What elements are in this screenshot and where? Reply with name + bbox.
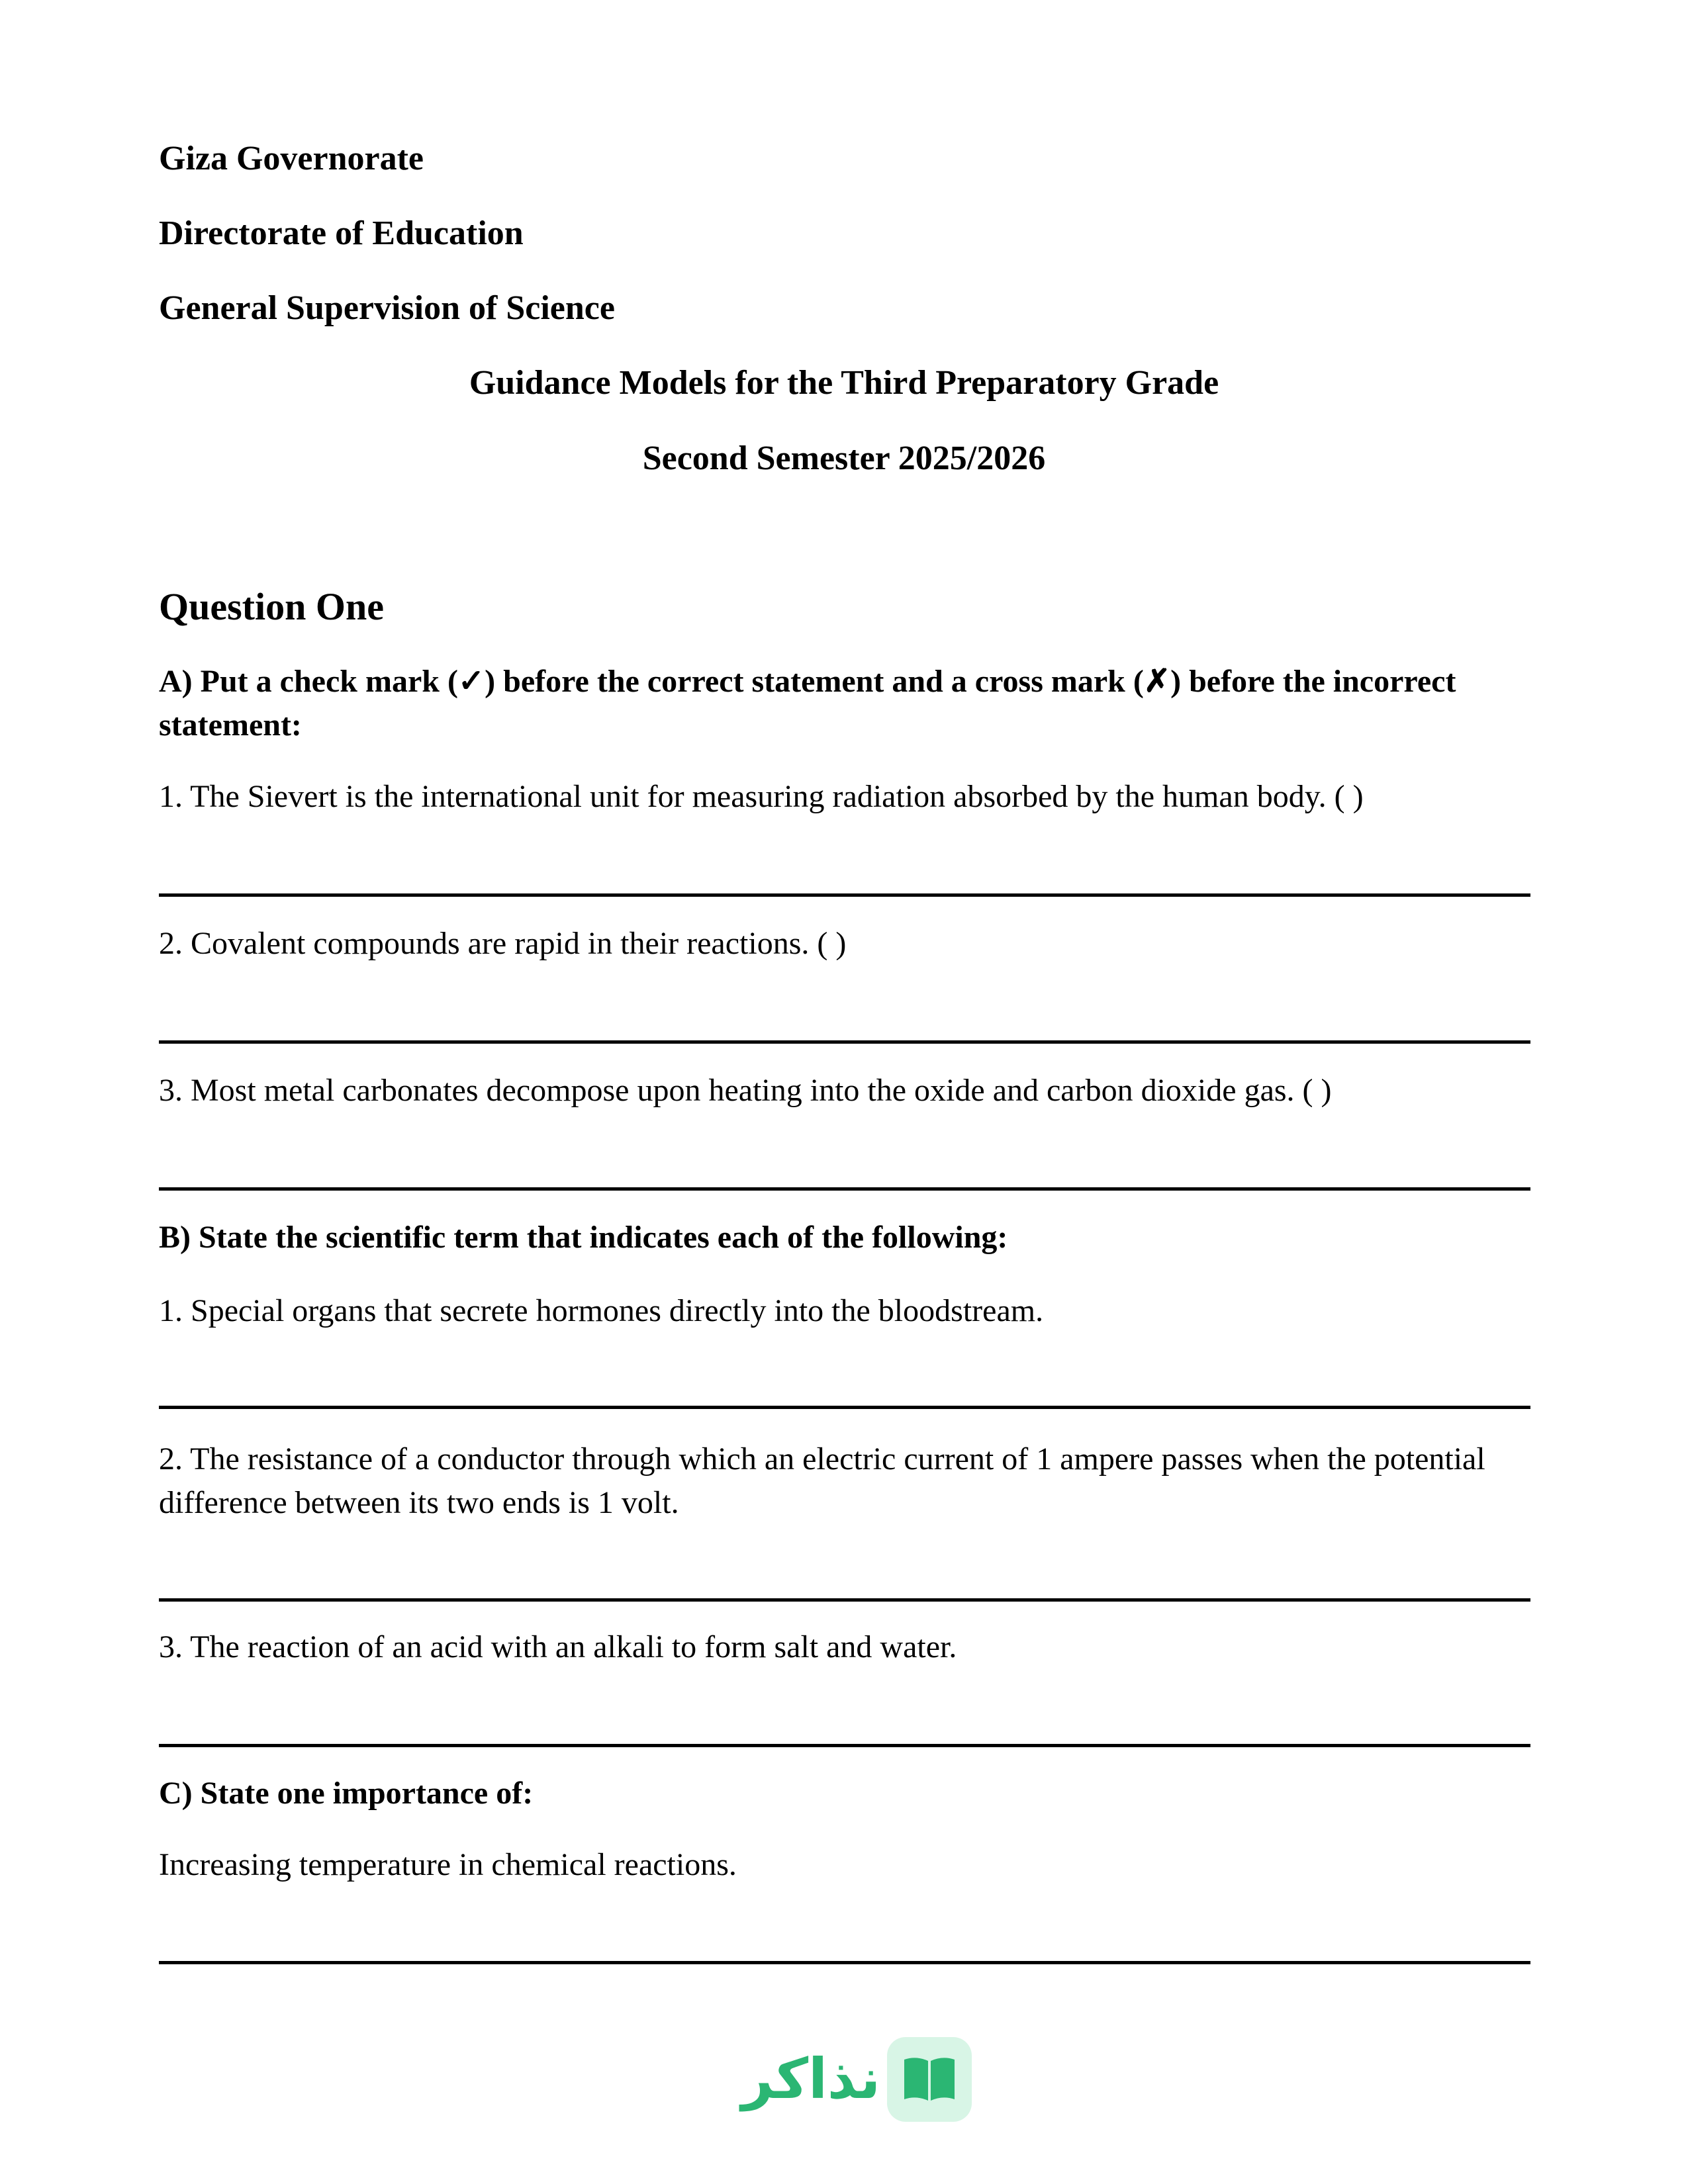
answer-line-b2[interactable] [159,1598,1530,1602]
document-title: Guidance Models for the Third Preparatory Grade [469,364,1219,402]
part-a-instruction: A) Put a check mark (✓) before the correct statement and a cross mark (✗) before the incorrect statement: [159,664,1456,743]
footer-logo [741,2037,973,2123]
answer-line-b1[interactable] [159,1406,1530,1409]
answer-line-c1[interactable] [159,1961,1530,1964]
question-one-title: Question One [159,585,384,628]
supervision-label: General Supervision of Science [159,289,615,327]
part-b-item-3: 3. The reaction of an acid with an alkali to form salt and water. [159,1629,957,1664]
answer-line-a2[interactable] [159,1040,1530,1044]
part-a-item-2: 2. Covalent compounds are rapid in their reactions. ( ) [159,926,847,961]
answer-line-b3[interactable] [159,1744,1530,1747]
part-a-item-3: 3. Most metal carbonates decompose upon heating into the oxide and carbon dioxide gas. ( ) [159,1073,1332,1108]
part-c-item-1: Increasing temperature in chemical reactions. [159,1847,737,1882]
governorate-label: Giza Governorate [159,140,424,177]
semester-label: Second Semester 2025/2026 [642,439,1046,477]
directorate-label: Directorate of Education [159,214,524,252]
logo-badge [887,2037,972,2122]
answer-line-a1[interactable] [159,893,1530,897]
open-book-icon [902,2054,957,2105]
logo-wordmark: نذاكر [741,2046,880,2111]
part-b-item-1: 1. Special organs that secrete hormones directly into the bloodstream. [159,1293,1044,1328]
part-a-item-1: 1. The Sievert is the international unit for measuring radiation absorbed by the human body. ( ) [159,779,1364,814]
part-b-instruction: B) State the scientific term that indicates each of the following: [159,1220,1008,1255]
part-c-instruction: C) State one importance of: [159,1776,534,1811]
answer-line-a3[interactable] [159,1187,1530,1191]
part-b-item-2: 2. The resistance of a conductor through which an electric current of 1 ampere passes when the potential difference between its two ends is 1 volt. [159,1441,1485,1520]
